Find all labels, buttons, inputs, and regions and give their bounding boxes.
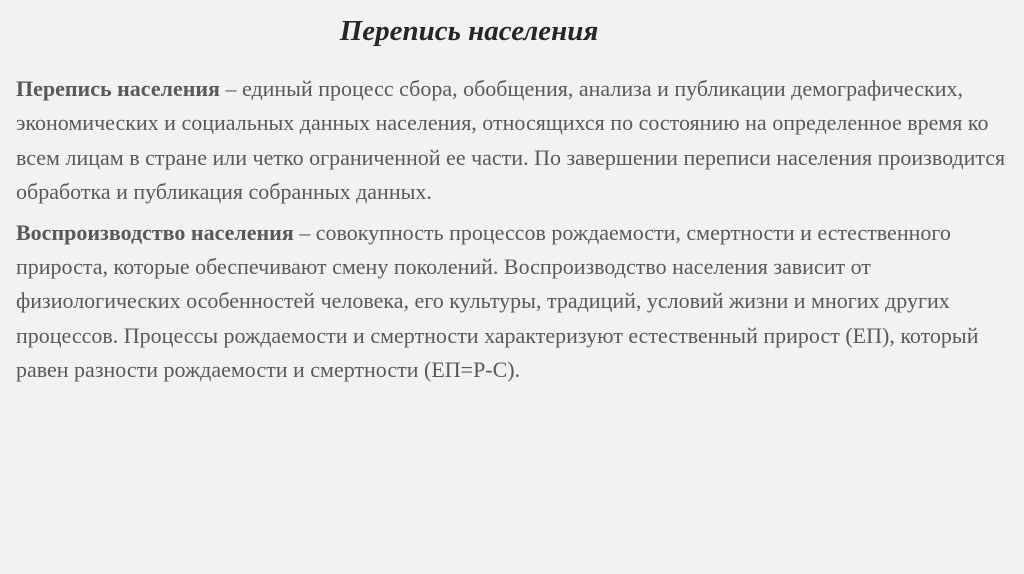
slide-title: Перепись населения (339, 15, 599, 47)
term-census: Перепись населения (16, 76, 220, 101)
definition-reproduction: – совокупность процессов рождаемости, смертности и естественного прироста, которые обеспечивают смену поколений. Воспроизводство населения зависит от физиологических особенностей человека, его культуры, традиций, условий жизни и многих других процессов. Процессы рождаемости и смертности характеризуют естественный прирост (ЕП), который равен разности рождаемости и смертности (ЕП=Р-С). (16, 219, 979, 383)
term-reproduction: Воспроизводство населения (16, 219, 294, 245)
definition-census: – единый процесс сбора, обобщения, анализа и публикации демографических, экономических и социальных данных населения, относящихся по состоянию на определенное время ко всем лицам в стране или четко ограниченной ее части. По завершении переписи населения производится обработка и публикация собранных данных. (16, 76, 1006, 205)
paragraph-reproduction (16, 216, 1016, 388)
paragraph-census (16, 72, 1016, 210)
slide-body (16, 72, 1016, 388)
